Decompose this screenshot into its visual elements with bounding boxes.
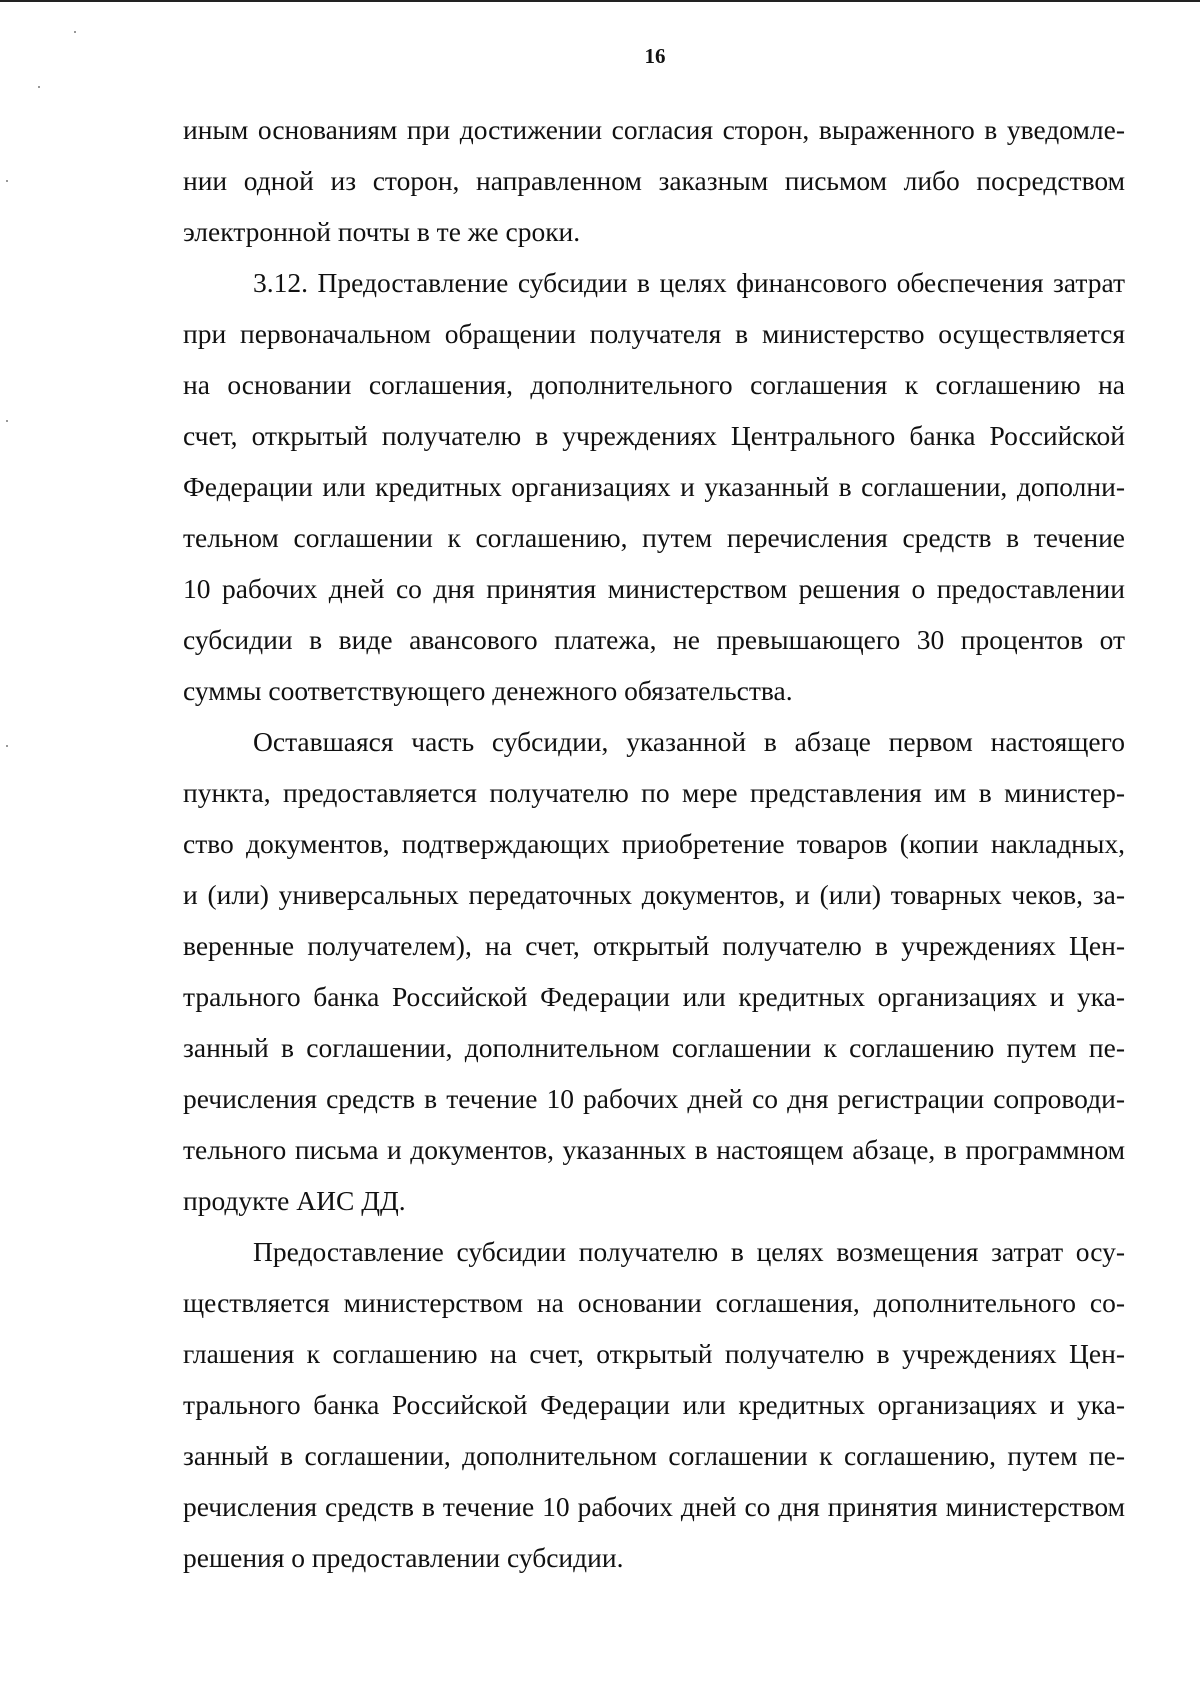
- scan-speck: [6, 180, 8, 182]
- text-line: тельного письма и документов, указанных в настоящем абзаце, в программном: [183, 1134, 1125, 1165]
- text-line: счет, открытый получателю в учреждениях Центрального банка Российской: [183, 420, 1125, 451]
- text-line: речисления средств в течение 10 рабочих дней со дня регистрации сопроводи-: [183, 1083, 1125, 1114]
- paragraph-remaining-subsidy: [183, 716, 1125, 1226]
- document-body: [183, 104, 1125, 1583]
- scan-speck: [38, 86, 40, 88]
- text-line: суммы соответствующего денежного обязательства.: [183, 675, 793, 706]
- text-line: решения о предоставлении субсидии.: [183, 1542, 624, 1573]
- text-line: тельном соглашении к соглашению, путем перечисления средств в течение: [183, 522, 1125, 553]
- paragraph-3-12: [183, 257, 1125, 716]
- text-line: ство документов, подтверждающих приобретение товаров (копии накладных,: [183, 828, 1125, 859]
- page-top-edge: [0, 0, 1200, 2]
- text-line: на основании соглашения, дополнительного соглашения к соглашению на: [183, 369, 1125, 400]
- text-line: субсидии в виде авансового платежа, не превышающего 30 процентов от: [183, 624, 1125, 655]
- text-line: продукте АИС ДД.: [183, 1185, 406, 1216]
- text-line: веренные получателем), на счет, открытый получателю в учреждениях Цен-: [183, 930, 1125, 961]
- scan-speck: [6, 420, 8, 422]
- text-line: при первоначальном обращении получателя в министерство осуществляется: [183, 318, 1125, 349]
- text-line: ществляется министерством на основании соглашения, дополнительного со-: [183, 1287, 1125, 1318]
- text-line: занный в соглашении, дополнительном соглашении к соглашению, путем пе-: [183, 1440, 1125, 1471]
- text-line: иным основаниям при достижении согласия сторон, выраженного в уведомле-: [183, 114, 1125, 145]
- text-line: речисления средств в течение 10 рабочих дней со дня принятия министерством: [183, 1491, 1125, 1522]
- text-line: электронной почты в те же сроки.: [183, 216, 581, 247]
- text-line: Федерации или кредитных организациях и указанный в соглашении, дополни-: [183, 471, 1125, 502]
- text-line: пункта, предоставляется получателю по мере представления им в министер-: [183, 777, 1125, 808]
- paragraph-reimbursement: [183, 1226, 1125, 1583]
- text-line: занный в соглашении, дополнительном соглашении к соглашению путем пе-: [183, 1032, 1125, 1063]
- text-line: трального банка Российской Федерации или кредитных организациях и ука-: [183, 1389, 1125, 1420]
- paragraph-continuation: [183, 104, 1125, 257]
- scan-speck: [74, 31, 76, 33]
- text-line: и (или) универсальных передаточных документов, и (или) товарных чеков, за-: [183, 879, 1125, 910]
- page-number: 16: [644, 44, 666, 68]
- text-line: нии одной из сторон, направленном заказным письмом либо посредством: [183, 165, 1125, 196]
- text-line: трального банка Российской Федерации или кредитных организациях и ука-: [183, 981, 1125, 1012]
- scan-speck: [6, 745, 8, 747]
- text-line: 3.12. Предоставление субсидии в целях финансового обеспечения затрат: [253, 267, 1125, 298]
- text-line: Предоставление субсидии получателю в целях возмещения затрат осу-: [253, 1236, 1125, 1267]
- text-line: глашения к соглашению на счет, открытый получателю в учреждениях Цен-: [183, 1338, 1125, 1369]
- text-line: Оставшаяся часть субсидии, указанной в абзаце первом настоящего: [253, 726, 1125, 757]
- text-line: 10 рабочих дней со дня принятия министерством решения о предоставлении: [183, 573, 1125, 604]
